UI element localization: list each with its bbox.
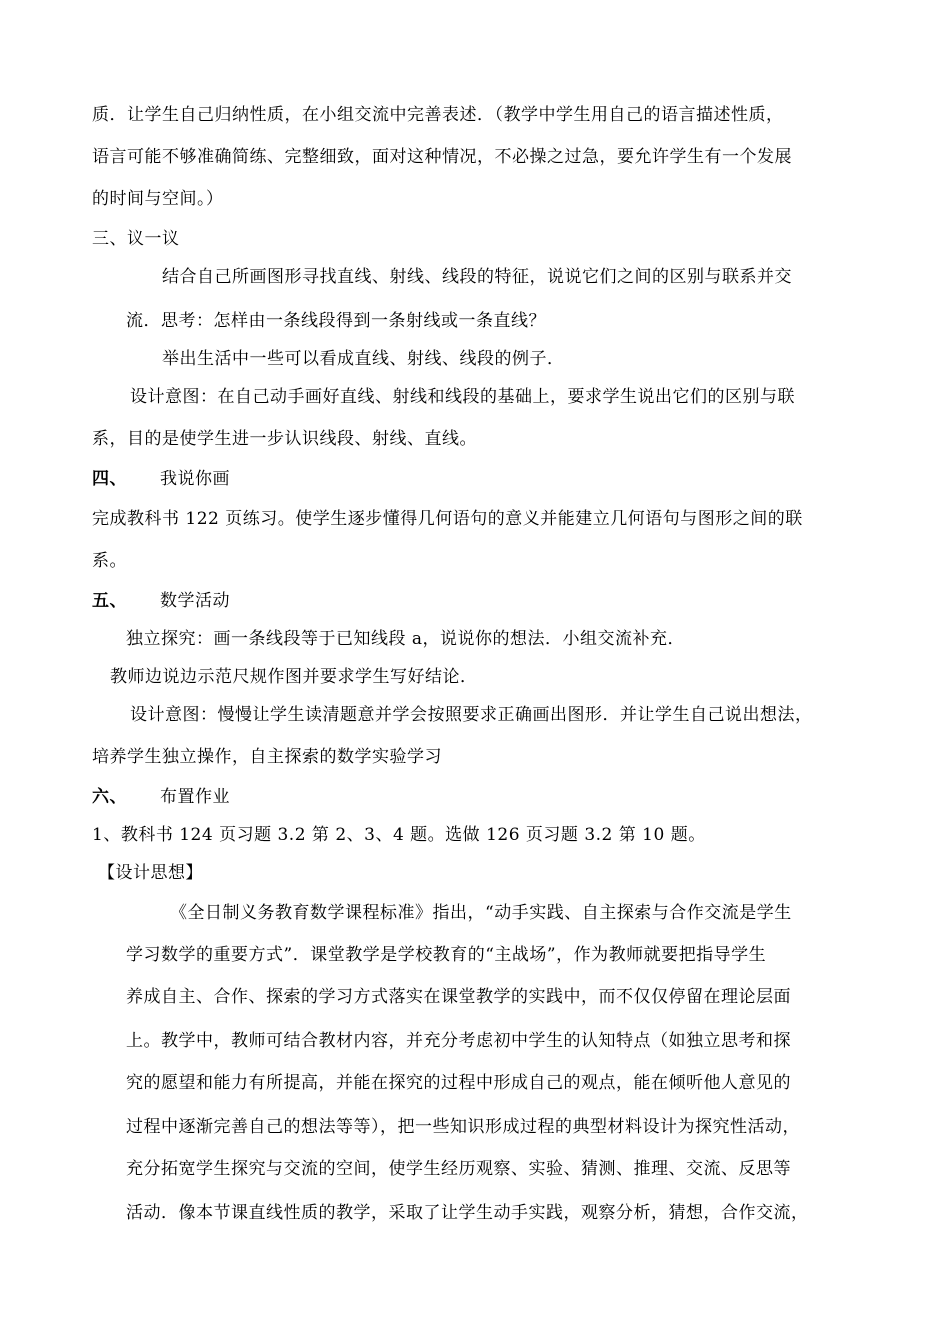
paragraph-line: 1、教科书 124 页习题 3.2 第 2、3、4 题。选做 126 页习题 3.2 第 10 题。 [92,825,706,845]
paragraph-line: 系。 [92,551,127,571]
paragraph-line: 教师边说边示范尺规作图并要求学生写好结论． [110,667,478,687]
paragraph-line: 设计意图：在自己动手画好直线、射线和线段的基础上，要求学生说出它们的区别与联 [130,387,795,407]
paragraph-line: 《全日制义务教育数学课程标准》指出，“动手实践、自主探索与合作交流是学生 [170,903,792,923]
section-heading: 数学活动 [160,591,230,611]
section-heading: 【设计思想】 [98,863,203,883]
paragraph-line: 质．让学生自己归纳性质，在小组交流中完善表述．（教学中学生用自己的语言描述性质， [92,105,784,125]
paragraph-line: 培养学生独立操作，自主探索的数学实验学习 [92,747,442,767]
paragraph-line: 究的愿望和能力有所提高，并能在探究的过程中形成自己的观点，能在倾听他人意见的 [126,1073,791,1093]
paragraph-line: 流．思考：怎样由一条线段得到一条射线或一条直线？ [126,311,546,331]
section-number: 五、 [92,591,127,611]
paragraph-line: 设计意图：慢慢让学生读清题意并学会按照要求正确画出图形．并让学生自己说出想法， [130,705,813,725]
paragraph-line: 学习数学的重要方式”．课堂教学是学校教育的“主战场”，作为教师就要把指导学生 [126,945,767,965]
paragraph-line: 独立探究：画一条线段等于已知线段 a，说说你的想法．小组交流补充． [126,629,686,649]
paragraph-line: 的时间与空间。） [92,189,224,209]
paragraph-line: 完成教科书 122 页练习。使学生逐步懂得几何语句的意义并能建立几何语句与图形之间的联 [92,509,803,529]
section-heading: 我说你画 [160,469,230,489]
section-heading: 三、议一议 [92,229,180,249]
section-heading: 布置作业 [160,787,230,807]
paragraph-line: 过程中逐渐完善自己的想法等等），把一些知识形成过程的典型材料设计为探究性活动， [126,1117,800,1137]
paragraph-line: 上。教学中，教师可结合教材内容，并充分考虑初中学生的认知特点（如独立思考和探 [126,1031,791,1051]
section-number: 四、 [92,469,127,489]
paragraph-line: 充分拓宽学生探究与交流的空间，使学生经历观察、实验、猜测、推理、交流、反思等 [126,1159,791,1179]
paragraph-line: 语言可能不够准确简练、完整细致，面对这种情况，不必操之过急，要允许学生有一个发展 [92,147,792,167]
paragraph-line: 系，目的是使学生进一步认识线段、射线、直线。 [92,429,477,449]
paragraph-line: 养成自主、合作、探索的学习方式落实在课堂教学的实践中，而不仅仅停留在理论层面 [126,987,791,1007]
section-number: 六、 [92,787,127,807]
paragraph-line: 举出生活中一些可以看成直线、射线、线段的例子． [162,349,565,369]
paragraph-line: 结合自己所画图形寻找直线、射线、线段的特征，说说它们之间的区别与联系并交 [162,267,792,287]
paragraph-line: 活动．像本节课直线性质的教学，采取了让学生动手实践，观察分析，猜想，合作交流， [126,1203,809,1223]
